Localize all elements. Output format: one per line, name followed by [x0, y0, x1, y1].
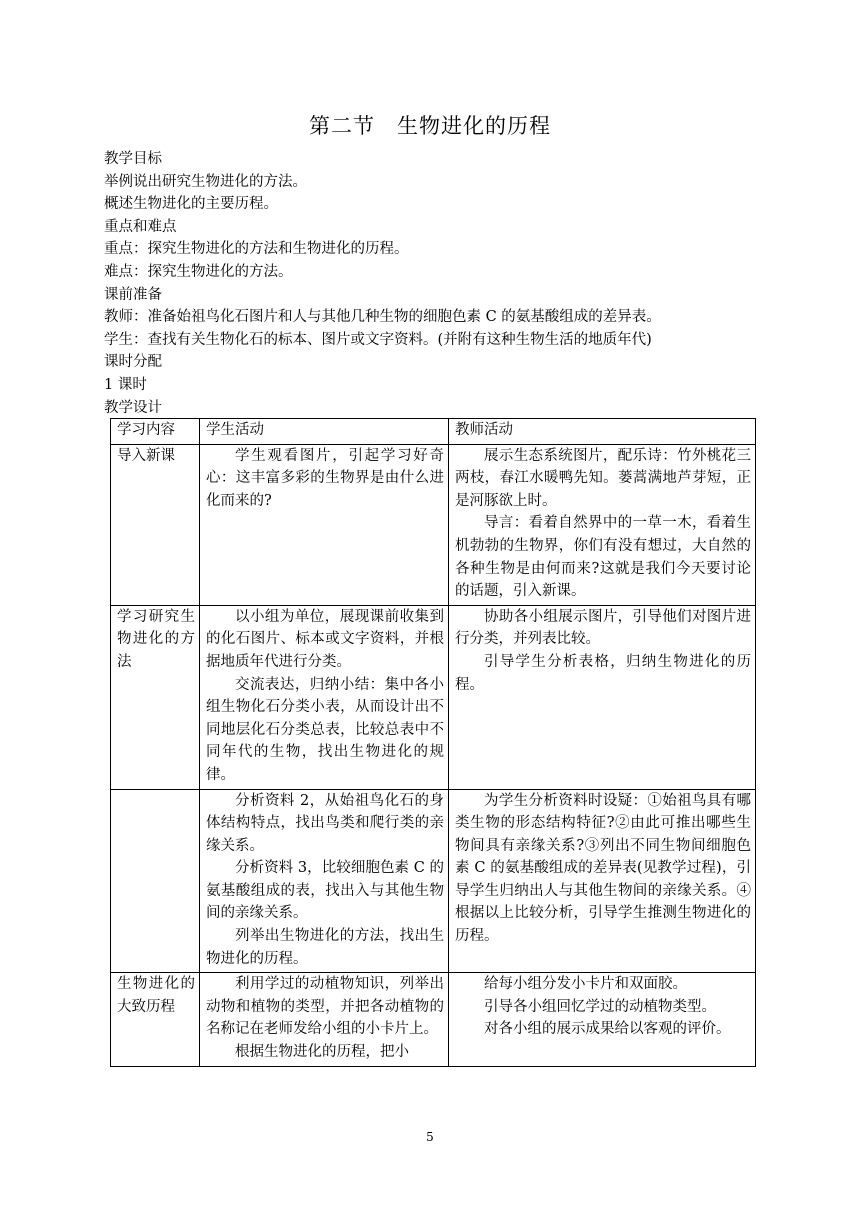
focus-heading: 重点和难点 — [104, 218, 177, 235]
teacher-activity — [449, 789, 756, 973]
row-content: 生物进化的大致历程 — [111, 973, 200, 1066]
paragraph: 根据生物进化的历程，把小 — [235, 1044, 409, 1061]
paragraph: 协助各小组展示图片，引导他们对图片进行分类，并列表比较。 — [455, 608, 751, 648]
paragraph: 学生观看图片，引起学习好奇心：这丰富多彩的生物界是由什么进化而来的? — [206, 447, 444, 509]
paragraph: 分析资料 2，从始祖鸟化石的身体结构特点，找出鸟类和爬行类的亲缘关系。 — [206, 792, 444, 854]
table-row — [111, 789, 756, 973]
header-content: 学习内容 — [111, 419, 200, 445]
prep-teacher: 教师：准备始祖鸟化石图片和人与其他几种生物的细胞色素 C 的氨基酸组成的差异表。 — [104, 309, 661, 326]
header-teacher: 教师活动 — [449, 419, 756, 445]
teaching-design-table — [110, 418, 756, 1067]
student-activity — [200, 444, 449, 605]
teacher-activity — [449, 444, 756, 605]
time-value: 1 课时 — [104, 376, 147, 393]
paragraph: 交流表达，归纳小结：集中各小组生物化石分类小表，从而设计出不同地层化石分类总表，比较总表中不同年代的生物，找出生物进化的规律。 — [206, 676, 444, 783]
page-title: 第二节 生物进化的历程 — [309, 114, 551, 138]
student-activity — [200, 605, 449, 789]
page-number: 5 — [426, 1130, 434, 1144]
paragraph: 为学生分析资料时设疑：①始祖鸟具有哪类生物的形态结构特征?②由此可推出哪些生物间具有亲缘关系?③列出不同生物间细胞色素 C 的氨基酸组成的差异表(见教学过程)，引导学生归纳出人与其他生物间的亲缘关系。④根据以上比较分析，引导学生推测生物进化的历程。 — [455, 792, 751, 945]
paragraph: 利用学过的动植物知识，列举出动物和植物的类型，并把各动植物的名称记在老师发给小组的小卡片上。 — [206, 976, 444, 1038]
paragraph: 以小组为单位，展现课前收集到的化石图片、标本或文字资料，并根据地质年代进行分类。 — [206, 608, 444, 670]
student-activity — [200, 973, 449, 1066]
table-row — [111, 973, 756, 1066]
lesson-info — [104, 148, 764, 419]
row-content — [111, 789, 200, 973]
paragraph: 引导学生分析表格，归纳生物进化的历程。 — [455, 653, 751, 693]
paragraph: 引导各小组回忆学过的动植物类型。 — [484, 998, 716, 1015]
student-activity — [200, 789, 449, 973]
table-header-row — [111, 419, 756, 445]
time-heading: 课时分配 — [104, 354, 162, 371]
design-heading: 教学设计 — [104, 399, 162, 416]
teacher-activity — [449, 605, 756, 789]
objectives-heading: 教学目标 — [104, 151, 162, 167]
row-content: 导入新课 — [111, 444, 200, 605]
paragraph: 列举出生物进化的方法，找出生物进化的历程。 — [206, 928, 444, 967]
objective-2: 概述生物进化的主要历程。 — [104, 196, 278, 213]
teacher-activity — [449, 973, 756, 1066]
prep-student: 学生：查找有关生物化石的标本、图片或文字资料。(并附有这种生物生活的地质年代) — [104, 331, 652, 348]
table-row — [111, 605, 756, 789]
difficulty-text: 难点：探究生物进化的方法。 — [104, 263, 293, 280]
prep-heading: 课前准备 — [104, 286, 162, 303]
header-student: 学生活动 — [200, 419, 449, 445]
paragraph: 对各小组的展示成果给以客观的评价。 — [484, 1021, 731, 1038]
objective-1: 举例说出研究生物进化的方法。 — [104, 173, 307, 190]
paragraph: 给每小组分发小卡片和双面胶。 — [484, 976, 687, 993]
table-row — [111, 444, 756, 605]
paragraph: 展示生态系统图片，配乐诗：竹外桃花三两枝，春江水暖鸭先知。蒌蒿满地芦芽短，正是河豚欲上时。 — [455, 447, 751, 509]
paragraph: 分析资料 3，比较细胞色素 C 的氨基酸组成的表，找出入与其他生物间的亲缘关系。 — [206, 860, 444, 922]
focus-text: 重点：探究生物进化的方法和生物进化的历程。 — [104, 241, 409, 258]
row-content: 学习研究生物进化的方法 — [111, 605, 200, 789]
paragraph: 导言：看着自然界中的一草一木，看着生机勃勃的生物界，你们有没有想过，大自然的各种生物是由何而来?这就是我们今天要讨论的话题，引入新课。 — [455, 515, 751, 600]
